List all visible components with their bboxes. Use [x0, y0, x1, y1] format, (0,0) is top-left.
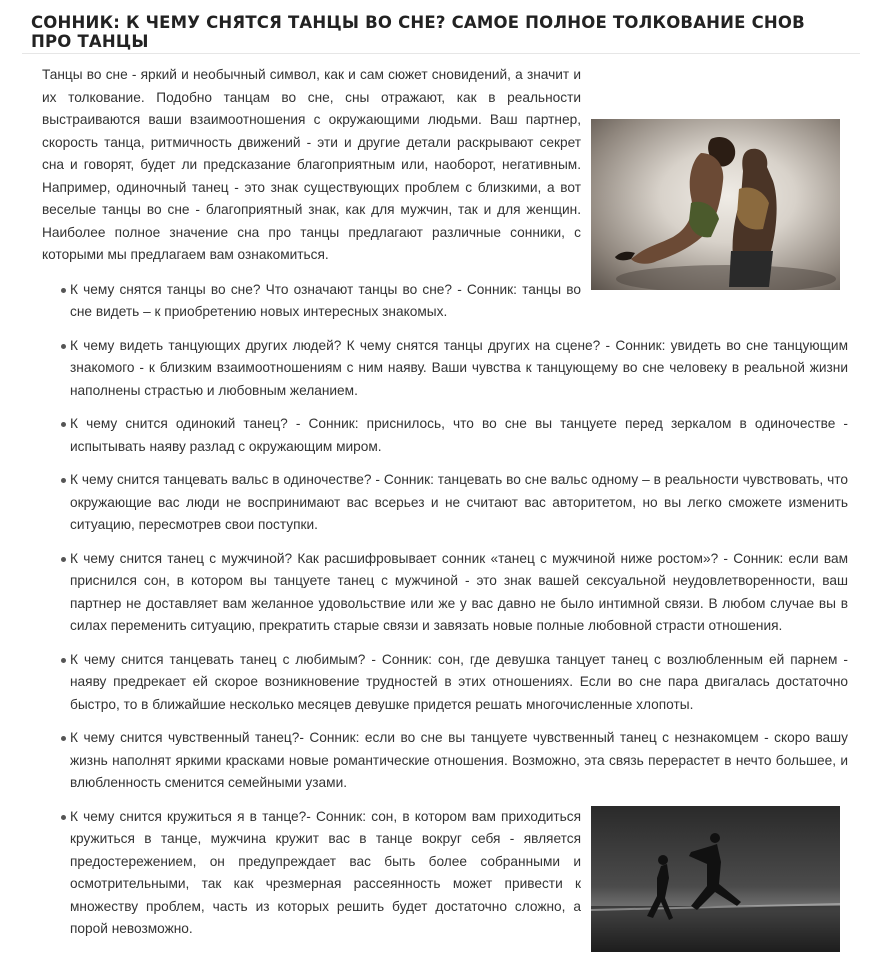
title-divider: [22, 53, 860, 54]
list-item: К чему снится танцевать вальс в одиночестве? - Сонник: танцевать во сне вальс одному – в реальности чувствовать, что окружающие вас люди не воспринимают вас всерьез и не считают вас авторитетом, но вы легко сможете изменить ситуацию, пересмотрев свои поступки.: [70, 469, 848, 537]
list-item: К чему видеть танцующих других людей? К чему снятся танцы других на сцене? - Сонник: увидеть во сне танцующим знакомого - к близким взаимоотношениям с ним наяву. Ваши чувства к танцующему во сне человеку в реальной жизни наполнены страстью и любовным желанием.: [70, 335, 848, 403]
article-body: [42, 64, 848, 956]
dancing-couple-photo: [591, 119, 840, 290]
list-item: К чему снится одинокий танец? - Сонник: приснилось, что во сне вы танцуете перед зеркалом в одиночестве - испытывать наяву разлад с окружающим миром.: [70, 413, 848, 458]
list-item: К чему снится танцевать танец с любимым? - Сонник: сон, где девушка танцует танец с возлюбленным ей парнем - наяву предрекает ей скорое возникновение трудностей в этих отношениях. Если во сне пара двигалась достаточно быстро, то в ближайшие несколько месяцев девушке придется решать многочисленные хлопоты.: [70, 649, 848, 717]
list-item: К чему снится кружиться я в танце?- Сонник: сон, в котором вам приходиться кружиться в танце, мужчина кружит вас в танце вокруг себя - является предостережением, он предупреждает вас быть более собранными и осмотрительными, так как чрезмерная рассеянность может привести к множеству проблем, часть из которых решить будет достаточно сложно, а порой невозможно.: [70, 806, 848, 941]
list-item: К чему снятся танцы во сне? Что означают танцы во сне? - Сонник: танцы во сне видеть – к приобретению новых интересных знакомых.: [70, 279, 848, 324]
intro-paragraph: Танцы во сне - яркий и необычный символ, как и сам сюжет сновидений, а значит и их толкование. Подобно танцам во сне, сны отражают, как в реальности выстраиваются ваши взаимоотношения с окружающими людьми. Ваш партнер, скорость танца, ритмичность движений - эти и другие детали раскрывают секрет сна и говорят, будет ли предсказание благоприятным или, наоборот, негативным. Например, одиночный танец - это знак существующих проблем с близкими, а вот веселые танцы во сне - благоприятный знак, как для мужчин, так и для женщин. Наиболее полное значение сна про танцы предлагают различные сонники, с которыми мы предлагаем вам ознакомиться.: [42, 67, 581, 262]
dream-interpretation-list: [42, 279, 848, 941]
list-item: К чему снится танец с мужчиной? Как расшифровывает сонник «танец с мужчиной ниже ростом»? - Сонник: если вам приснился сон, в котором вы танцуете танец с мужчиной - это знак вашей сексуальной неудовлетворенности, ваш партнер не доставляет вам желанное удовольствие или же у вас давно не было интимной связи. В любом случае вы в силах переменить ситуацию, прекратить старые связи и завязать новые полные любовной страсти отношения.: [70, 548, 848, 638]
article-title: СОННИК: К ЧЕМУ СНЯТСЯ ТАНЦЫ ВО СНЕ? САМОЕ ПОЛНОЕ ТОЛКОВАНИЕ СНОВ ПРО ТАНЦЫ: [31, 13, 805, 51]
dancing-couple-illustration: [591, 119, 840, 290]
list-item: К чему снится чувственный танец?- Сонник: если во сне вы танцуете чувственный танец с незнакомцем - скоро вашу жизнь наполнят яркими красками новые романтические отношения. Возможно, эта связь перерастет в нечто большее, и влюбленность сменится семейными узами.: [70, 727, 848, 795]
